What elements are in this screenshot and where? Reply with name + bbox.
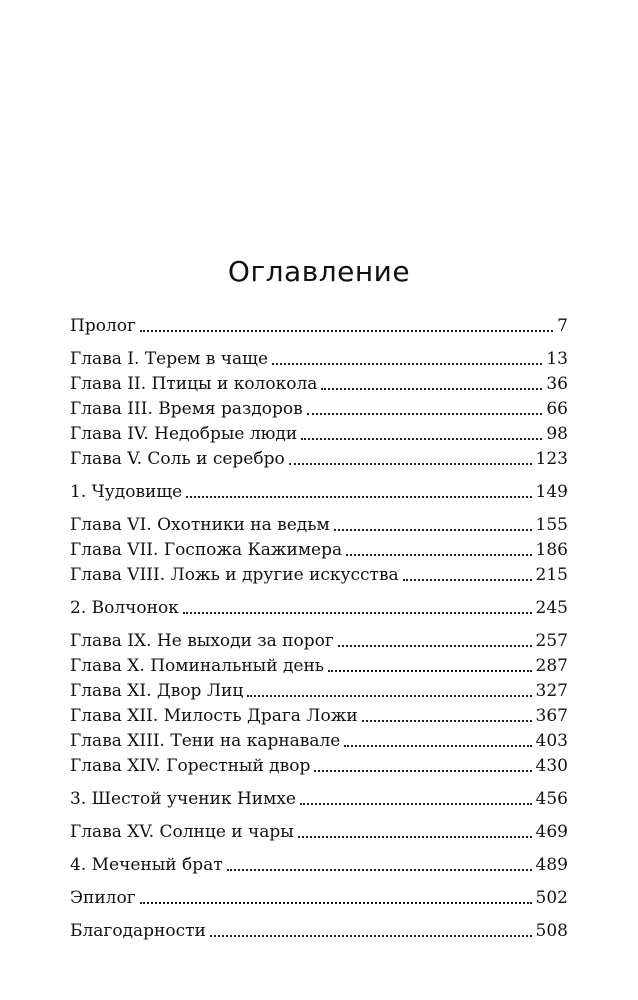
toc-entry-page: 502 — [535, 888, 568, 908]
dot-leader — [321, 388, 542, 390]
toc-entry — [70, 563, 568, 588]
toc-entry — [70, 787, 568, 812]
toc-entry-label: Глава XV. Солнце и чары — [70, 822, 294, 842]
toc-entry-page: 367 — [535, 706, 568, 726]
toc-entry — [70, 853, 568, 878]
toc-entry-page: 257 — [535, 631, 568, 651]
toc-entry-label: Глава VIII. Ложь и другие искусства — [70, 565, 399, 585]
toc-entry-label: Глава IX. Не выходи за порог — [70, 631, 334, 651]
toc-entry-label: 4. Меченый брат — [70, 855, 223, 875]
dot-leader — [328, 670, 531, 672]
toc-entry — [70, 596, 568, 621]
dot-leader — [140, 330, 553, 332]
toc-entry — [70, 886, 568, 911]
toc-entry — [70, 347, 568, 372]
toc-entry-label: Глава VII. Госпожа Кажимера — [70, 540, 343, 560]
dot-leader — [247, 695, 531, 697]
toc-entry-page: 469 — [535, 822, 568, 842]
dot-leader — [362, 720, 532, 722]
toc-entry — [70, 397, 568, 422]
dot-leader — [298, 836, 532, 838]
dot-leader — [334, 529, 532, 531]
toc-entry-page: 456 — [535, 789, 568, 809]
toc-entry-page: 36 — [546, 374, 568, 394]
dot-leader — [210, 935, 532, 937]
toc-entry-label: 3. Шестой ученик Нимхе — [70, 789, 296, 809]
toc-entry-label: Глава XIII. Тени на карнавале — [70, 731, 341, 751]
dot-leader — [307, 413, 543, 415]
dot-leader — [140, 902, 532, 904]
toc-entry-label: Благодарности — [70, 921, 206, 941]
toc-entry-label: 2. Волчонок — [70, 598, 179, 618]
toc-entry — [70, 820, 568, 845]
toc-entry — [70, 538, 568, 563]
toc-entry-page: 489 — [535, 855, 568, 875]
toc-entry-page: 327 — [535, 681, 568, 701]
dot-leader — [314, 770, 531, 772]
dot-leader — [183, 612, 532, 614]
toc-entry-label: Глава III. Время раздоров — [70, 399, 303, 419]
toc-entry-page: 98 — [546, 424, 568, 444]
toc-entry-label: Глава XII. Милость Драга Ложи — [70, 706, 358, 726]
dot-leader — [301, 438, 542, 440]
toc-entry-page: 186 — [535, 540, 568, 560]
toc-entry-page: 245 — [535, 598, 568, 618]
toc-entry — [70, 729, 568, 754]
toc-entry-page: 287 — [535, 656, 568, 676]
dot-leader — [403, 579, 532, 581]
toc-entry-page: 403 — [535, 731, 568, 751]
toc-entry — [70, 372, 568, 397]
toc-entry-label: Глава II. Птицы и колокола — [70, 374, 318, 394]
toc-entry — [70, 679, 568, 704]
toc-entry — [70, 314, 568, 339]
toc-entry-page: 215 — [535, 565, 568, 585]
toc-entry — [70, 919, 568, 944]
toc-entry-label: Глава XI. Двор Лиц — [70, 681, 244, 701]
dot-leader — [300, 803, 532, 805]
toc-entry-label: Пролог — [70, 316, 136, 336]
toc-entry-label: Глава I. Терем в чаще — [70, 349, 269, 369]
table-of-contents — [70, 314, 568, 944]
toc-entry — [70, 654, 568, 679]
dot-leader — [338, 645, 532, 647]
toc-entry-label: Глава V. Соль и серебро — [70, 449, 285, 469]
dot-leader — [289, 463, 532, 465]
toc-entry — [70, 754, 568, 779]
dot-leader — [272, 363, 542, 365]
dot-leader — [344, 745, 531, 747]
toc-entry — [70, 513, 568, 538]
dot-leader — [227, 869, 532, 871]
dot-leader — [186, 496, 531, 498]
toc-entry — [70, 629, 568, 654]
toc-entry-label: Глава IV. Недобрые люди — [70, 424, 298, 444]
toc-entry-label: 1. Чудовище — [70, 482, 183, 502]
dot-leader — [346, 554, 531, 556]
toc-entry-page: 149 — [535, 482, 568, 502]
page-title: Оглавление — [227, 255, 411, 288]
toc-entry-label: Эпилог — [70, 888, 136, 908]
toc-entry — [70, 704, 568, 729]
toc-entry-page: 508 — [535, 921, 568, 941]
toc-entry-label: Глава X. Поминальный день — [70, 656, 325, 676]
toc-entry-page: 430 — [535, 756, 568, 776]
toc-entry-page: 155 — [535, 515, 568, 535]
toc-entry — [70, 447, 568, 472]
toc-entry-page: 123 — [535, 449, 568, 469]
toc-entry — [70, 422, 568, 447]
toc-entry-page: 66 — [546, 399, 568, 419]
toc-entry-page: 13 — [546, 349, 568, 369]
toc-entry — [70, 480, 568, 505]
toc-entry-label: Глава XIV. Горестный двор — [70, 756, 311, 776]
toc-entry-label: Глава VI. Охотники на ведьм — [70, 515, 330, 535]
toc-entry-page: 7 — [557, 316, 568, 336]
